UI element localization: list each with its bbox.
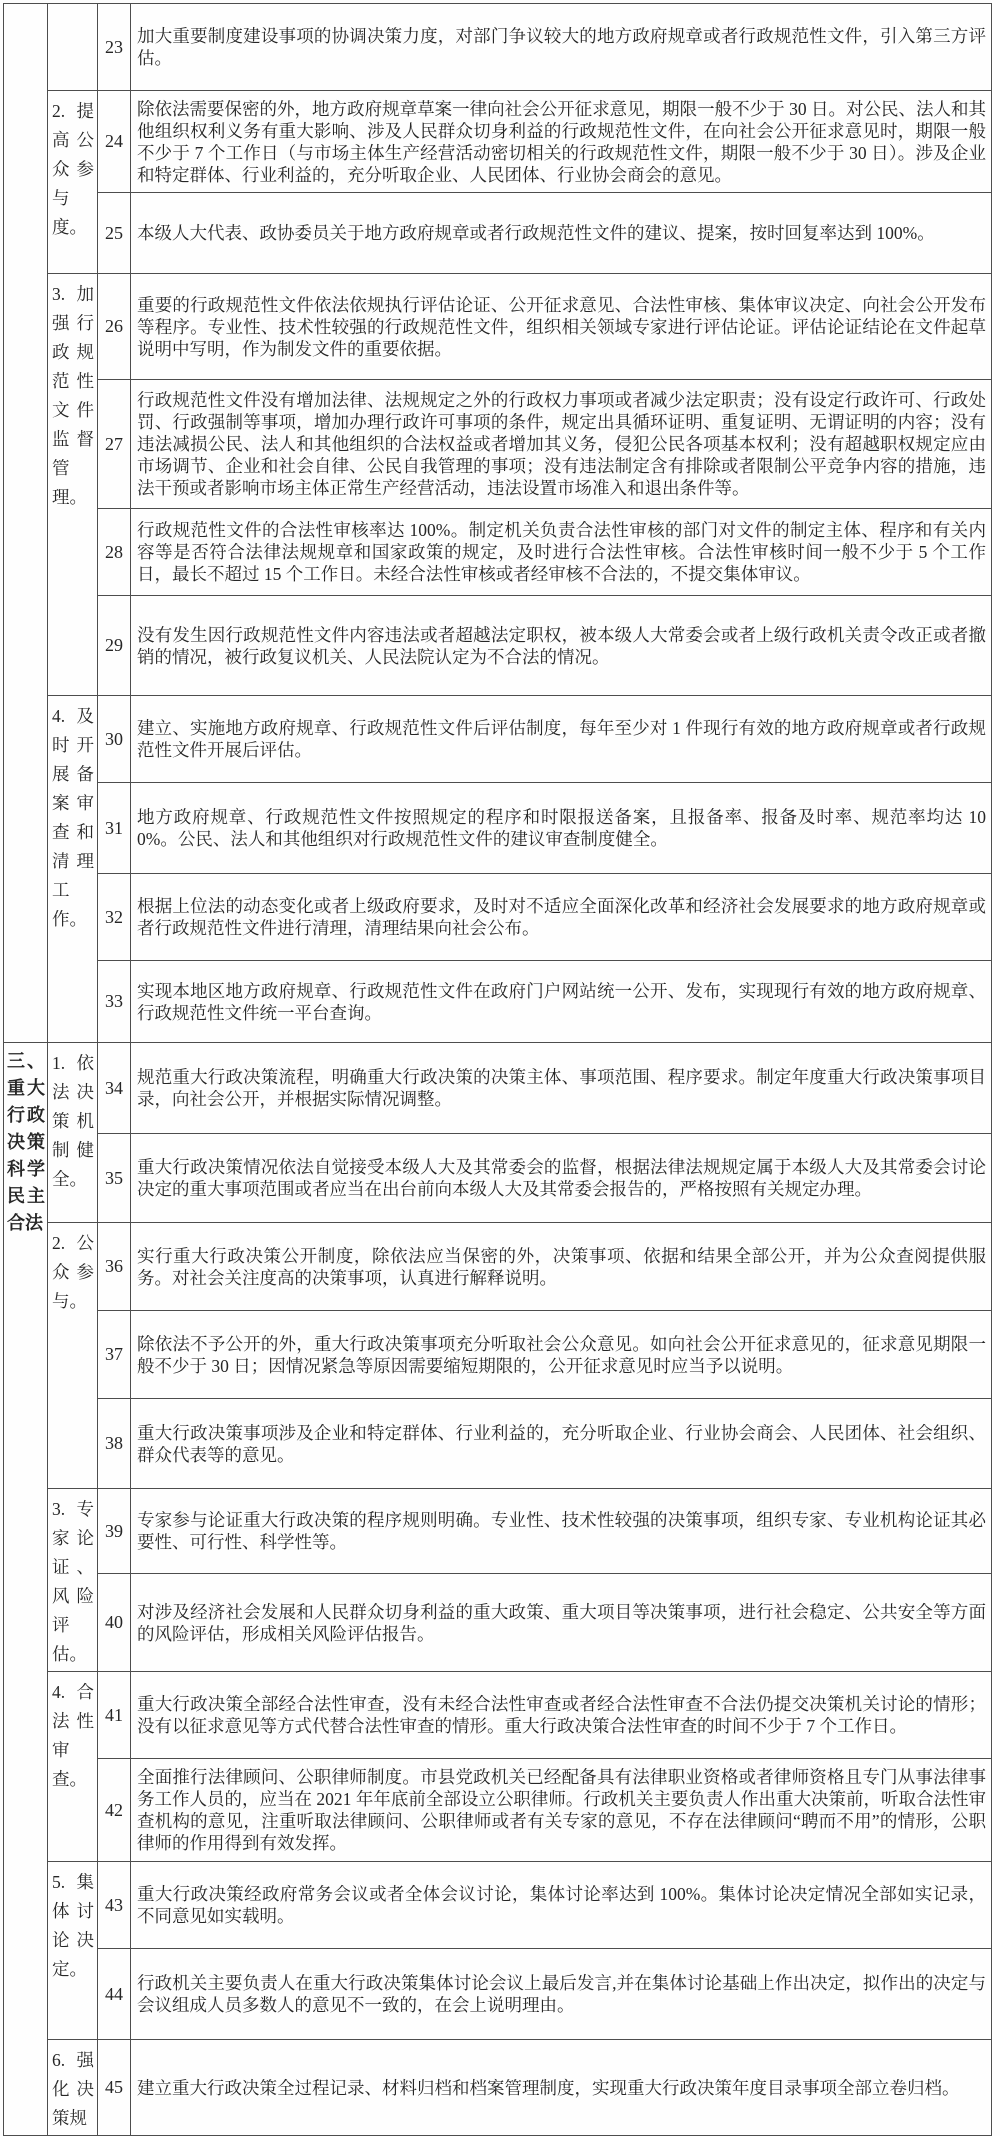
table-row [4,509,992,596]
row-number: 45 [98,2040,131,2136]
row-number: 34 [98,1043,131,1134]
table-row [4,696,992,783]
table-row [4,1574,992,1672]
table-row [4,1489,992,1574]
row-criteria-text: 行政规范性文件没有增加法律、法规规定之外的行政权力事项或者减少法定职责；没有设定行政许可、行政处罚、行政强制等事项，增加办理行政许可事项的条件，规定出具循环证明、重复证明、无谓证明的内容；没有违法减损公民、法人和其他组织的合法权益或者增加其义务，侵犯公民各项基本权利；没有超越职权规定应由市场调节、企业和社会自律、公民自我管理的事项；没有违法制定含有排除或者限制公平竞争内容的措施，违法干预或者影响市场主体正常生产经营活动，违法设置市场准入和退出条件等。 [131,380,992,509]
row-number: 39 [98,1489,131,1574]
table-row [4,874,992,961]
row-number: 26 [98,274,131,380]
row-number: 44 [98,1949,131,2040]
row-criteria-text: 地方政府规章、行政规范性文件按照规定的程序和时限报送备案，且报备率、报备及时率、规范率均达 100%。公民、法人和其他组织对行政规范性文件的建议审查制度健全。 [131,783,992,874]
row-number: 31 [98,783,131,874]
row-criteria-text: 除依法不予公开的外，重大行政决策事项充分听取社会公众意见。如向社会公开征求意见的，征求意见期限一般不少于 30 日；因情况紧急等原因需要缩短期限的，公开征求意见时应当予以说明。 [131,1311,992,1399]
table-row [4,91,992,193]
row-criteria-text: 重要的行政规范性文件依法依规执行评估论证、公开征求意见、合法性审核、集体审议决定、向社会公开发布等程序。专业性、技术性较强的行政规范性文件，组织相关领域专家进行评估论证。评估论证结论在文件起草说明中写明，作为制发文件的重要依据。 [131,274,992,380]
subcategory-label: 5. 集体讨论决定。 [48,1862,98,2040]
table-row [4,1759,992,1862]
row-criteria-text: 重大行政决策经政府常务会议或者全体会议讨论，集体讨论率达到 100%。集体讨论决定情况全部如实记录，不同意见如实载明。 [131,1862,992,1949]
table-row [4,1223,992,1311]
row-number: 24 [98,91,131,193]
subcategory-label: 3. 专家论证、风险评估。 [48,1489,98,1672]
table-row [4,1672,992,1759]
row-criteria-text: 建立重大行政决策全过程记录、材料归档和档案管理制度，实现重大行政决策年度目录事项全部立卷归档。 [131,2040,992,2136]
subcategory-label: 2. 公众参与。 [48,1223,98,1489]
row-criteria-text: 除依法需要保密的外，地方政府规章草案一律向社会公开征求意见，期限一般不少于 30 日。对公民、法人和其他组织权利义务有重大影响、涉及人民群众切身利益的行政规范性文件，在向社会公开征求意见时，期限一般不少于 7 个工作日（与市场主体生产经营活动密切相关的行政规范性文件，期限一般不少于 30 日）。涉及企业和特定群体、行业利益的，充分听取企业、人民团体、行业协会商会的意见。 [131,91,992,193]
table-row [4,783,992,874]
row-number: 38 [98,1399,131,1489]
table-row [4,380,992,509]
row-criteria-text: 行政规范性文件的合法性审核率达 100%。制定机关负责合法性审核的部门对文件的制定主体、程序和有关内容等是否符合法律法规规章和国家政策的规定，及时进行合法性审核。合法性审核时间一般不少于 5 个工作日，最长不超过 15 个工作日。未经合法性审核或者经审核不合法的，不提交集体审议。 [131,509,992,596]
subcategory-label: 4. 及时开展备案审查和清理工作。 [48,696,98,1043]
row-criteria-text: 实行重大行政决策公开制度，除依法应当保密的外，决策事项、依据和结果全部公开，并为公众查阅提供服务。对社会关注度高的决策事项，认真进行解释说明。 [131,1223,992,1311]
table-row [4,274,992,380]
subcategory-label: 1. 依法决策机制健全。 [48,1043,98,1223]
row-criteria-text: 重大行政决策全部经合法性审查，没有未经合法性审查或者经合法性审查不合法仍提交决策机关讨论的情形；没有以征求意见等方式代替合法性审查的情形。重大行政决策合法性审查的时间不少于 7 个工作日。 [131,1672,992,1759]
row-number: 35 [98,1134,131,1223]
row-criteria-text: 没有发生因行政规范性文件内容违法或者超越法定职权，被本级人大常委会或者上级行政机关责令改正或者撤销的情况，被行政复议机关、人民法院认定为不合法的情况。 [131,596,992,696]
row-criteria-text: 本级人大代表、政协委员关于地方政府规章或者行政规范性文件的建议、提案，按时回复率达到 100%。 [131,193,992,274]
row-number: 23 [98,4,131,91]
subcategory-label: 2. 提高公众参与度。 [48,91,98,274]
row-number: 42 [98,1759,131,1862]
row-number: 36 [98,1223,131,1311]
table-row [4,1311,992,1399]
row-number: 41 [98,1672,131,1759]
row-number: 25 [98,193,131,274]
row-criteria-text: 对涉及经济社会发展和人民群众切身利益的重大政策、重大项目等决策事项，进行社会稳定、公共安全等方面的风险评估，形成相关风险评估报告。 [131,1574,992,1672]
subcategory-label: 6. 强化决策规 [48,2040,98,2136]
row-number: 28 [98,509,131,596]
table-row [4,596,992,696]
table-row [4,1043,992,1134]
row-criteria-text: 专家参与论证重大行政决策的程序规则明确。专业性、技术性较强的决策事项，组织专家、专业机构论证其必要性、可行性、科学性等。 [131,1489,992,1574]
subcategory-label [48,4,98,91]
row-number: 33 [98,961,131,1043]
subcategory-label: 4. 合法性审查。 [48,1672,98,1862]
row-number: 29 [98,596,131,696]
subcategory-label: 3. 加强行政规范性文件监督管理。 [48,274,98,696]
section-label: 三、重大行政决策科学民主合法 [4,1043,48,2136]
row-criteria-text: 重大行政决策情况依法自觉接受本级人大及其常委会的监督，根据法律法规规定属于本级人大及其常委会讨论决定的重大事项范围或者应当在出台前向本级人大及其常委会报告的，严格按照有关规定办理。 [131,1134,992,1223]
table-row [4,1134,992,1223]
row-number: 37 [98,1311,131,1399]
assessment-criteria-table [3,3,992,2136]
section-label [4,4,48,1043]
row-number: 40 [98,1574,131,1672]
table-row [4,193,992,274]
row-number: 32 [98,874,131,961]
table-row [4,1949,992,2040]
row-number: 43 [98,1862,131,1949]
row-criteria-text: 根据上位法的动态变化或者上级政府要求，及时对不适应全面深化改革和经济社会发展要求的地方政府规章或者行政规范性文件进行清理，清理结果向社会公布。 [131,874,992,961]
table-row [4,1862,992,1949]
row-criteria-text: 实现本地区地方政府规章、行政规范性文件在政府门户网站统一公开、发布，实现现行有效的地方政府规章、行政规范性文件统一平台查询。 [131,961,992,1043]
row-criteria-text: 加大重要制度建设事项的协调决策力度，对部门争议较大的地方政府规章或者行政规范性文件，引入第三方评估。 [131,4,992,91]
table-row [4,2040,992,2136]
table-row [4,961,992,1043]
row-criteria-text: 全面推行法律顾问、公职律师制度。市县党政机关已经配备具有法律职业资格或者律师资格且专门从事法律事务工作人员的，应当在 2021 年年底前全部设立公职律师。行政机关主要负责人作出重大决策前，听取合法性审查机构的意见，注重听取法律顾问、公职律师或者有关专家的意见，不存在法律顾问“聘而不用”的情形，公职律师的作用得到有效发挥。 [131,1759,992,1862]
row-criteria-text: 建立、实施地方政府规章、行政规范性文件后评估制度，每年至少对 1 件现行有效的地方政府规章或者行政规范性文件开展后评估。 [131,696,992,783]
row-number: 27 [98,380,131,509]
row-criteria-text: 行政机关主要负责人在重大行政决策集体讨论会议上最后发言,并在集体讨论基础上作出决定，拟作出的决定与会议组成人员多数人的意见不一致的，在会上说明理由。 [131,1949,992,2040]
table-row [4,1399,992,1489]
table-row [4,4,992,91]
row-number: 30 [98,696,131,783]
row-criteria-text: 规范重大行政决策流程，明确重大行政决策的决策主体、事项范围、程序要求。制定年度重大行政决策事项目录，向社会公开，并根据实际情况调整。 [131,1043,992,1134]
row-criteria-text: 重大行政决策事项涉及企业和特定群体、行业利益的，充分听取企业、行业协会商会、人民团体、社会组织、群众代表等的意见。 [131,1399,992,1489]
